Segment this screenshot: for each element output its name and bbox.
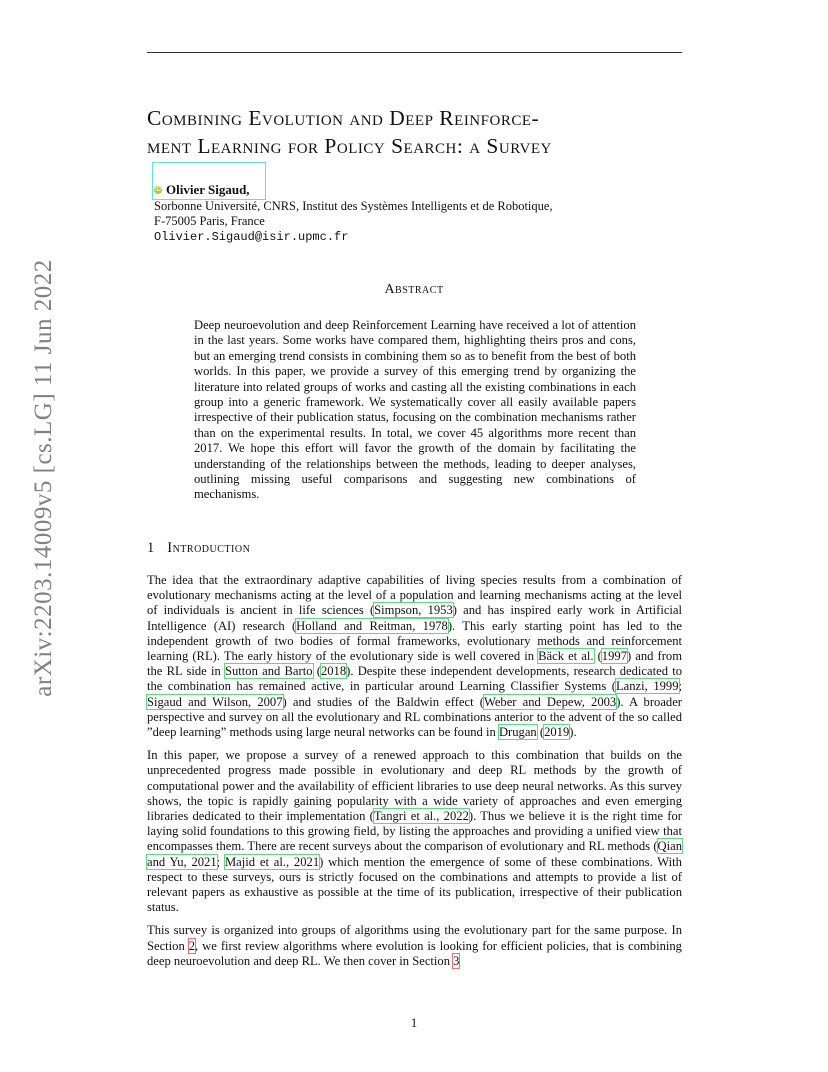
paragraph-3: This survey is organized into groups of algorithms using the evolutionary part for the same purpose. In Section 2, we first review algorithms where evolution is looking for efficient policies, that is combining deep neuroevolution and deep RL. We then cover in Section 3 <box>147 923 682 968</box>
citation-link[interactable]: Bäck et al. <box>538 649 594 664</box>
orcid-icon[interactable]: iD <box>155 187 161 193</box>
citation-link[interactable]: Qian and Yu, 2021 <box>147 839 682 869</box>
paragraph-2: In this paper, we propose a survey of a renewed approach to this combination that builds on the unprecedented progress made possible in evolutionary and deep RL methods by the growth of computational power and the availability of efficient libraries to use deep neural networks. As this survey shows, the topic is rapidly gaining popularity with a wide variety of approaches and even emerging libraries dedicated to their implementation (Tangri et al., 2022). Thus we believe it is the right time for laying solid foundations to this growing field, by listing the approaches and providing a unified view that encompasses them. There are recent surveys about the comparison of evolutionary and RL methods (Qian and Yu, 2021; Majid et al., 2021) which mention the emergence of some of these combinations. With respect to these surveys, ours is strictly focused on the combinations and attempts to provide a list of relevant papers as exhaustive as possible at the time of its publication, irrespective of their publication status. <box>147 748 682 915</box>
paper-title <box>147 104 692 160</box>
section-heading <box>147 540 250 557</box>
title-line-2: ment Learning for Policy Search: a Survey <box>147 134 552 158</box>
page-number: 1 <box>410 1016 418 1030</box>
section-ref-link[interactable]: 2 <box>188 938 196 953</box>
title-line-1: Combining Evolution and Deep Reinforce- <box>147 106 540 130</box>
abstract-heading: Abstract <box>384 282 444 297</box>
section-number: 1 <box>147 540 155 556</box>
author-email[interactable]: Olivier.Sigaud@isir.upmc.fr <box>154 230 349 244</box>
citation-link[interactable]: Sigaud and Wilson, 2007 <box>147 694 283 709</box>
citation-link[interactable]: Tangri et al., 2022 <box>373 809 469 824</box>
body-text <box>147 573 682 977</box>
author-name[interactable]: Olivier Sigaud, <box>166 182 250 197</box>
citation-link[interactable]: Drugan <box>498 725 537 740</box>
top-rule <box>147 52 682 53</box>
paragraph-1: The idea that the extraordinary adaptive capabilities of living species results from a combination of evolutionary mechanisms acting at the level of a population and learning mechanisms acting at the level of individuals is ancient in life sciences (Simpson, 1953) and has inspired early work in Artificial Intelligence (AI) research (Holland and Reitman, 1978). This early starting point has led to the independent growth of two bodies of formal frameworks, evolutionary methods and reinforcement learning (RL). The early history of the evolutionary side is well covered in Bäck et al. (1997) and from the RL side in Sutton and Barto (2018). Despite these independent developments, research dedicated to the combination has remained active, in particular around Learning Classifier Systems (Lanzi, 1999; Sigaud and Wilson, 2007) and studies of the Baldwin effect (Weber and Depew, 2003). A broader perspective and survey on all the evolutionary and RL combinations anterior to the advent of the so called ”deep learning” methods using large neural networks can be found in Drugan (2019). <box>147 573 683 740</box>
citation-link[interactable]: 2018 <box>320 664 347 679</box>
citation-link[interactable]: Weber and Depew, 2003 <box>483 694 617 709</box>
citation-link[interactable]: 1997 <box>601 649 627 664</box>
citation-link[interactable]: Sutton and Barto <box>225 664 313 679</box>
citation-link[interactable]: 2019 <box>544 725 570 740</box>
citation-link[interactable]: Lanzi, 1999 <box>615 679 679 694</box>
section-title: Introduction <box>167 540 251 556</box>
affiliation-line-2: F-75005 Paris, France <box>154 214 265 228</box>
abstract-text: Deep neuroevolution and deep Reinforcement Learning have received a lot of attention in the last years. Some works have compared them, highlighting theirs pros and cons, but an emerging trend consists in combining them so as to benefit from the best of both worlds. In this paper, we provide a survey of this emerging trend by organizing the literature into related groups of works and casting all the existing combinations in each group into a generic framework. We systematically cover all easily available papers irrespective of their publication status, focusing on the combination mechanisms rather than on the experimental results. In total, we cover 45 algorithms more recent than 2017. We hope this effort will favor the growth of the domain by facilitating the understanding of the relationships between the methods, leading to deeper analyses, outlining missing useful comparisons and suggesting new combinations of mechanisms. <box>194 318 636 502</box>
affiliation-line-1: Sorbonne Université, CNRS, Institut des Systèmes Intelligents et de Robotique, <box>154 199 553 213</box>
arxiv-identifier[interactable]: arXiv:2203.14009v5 [cs.LG] 11 Jun 2022 <box>30 259 57 697</box>
citation-link[interactable]: Simpson, 1953 <box>374 603 453 618</box>
section-ref-link[interactable]: 3 <box>453 953 460 968</box>
citation-link[interactable]: Holland and Reitman, 1978 <box>296 618 448 633</box>
citation-link[interactable]: Majid et al., 2021 <box>224 854 320 869</box>
